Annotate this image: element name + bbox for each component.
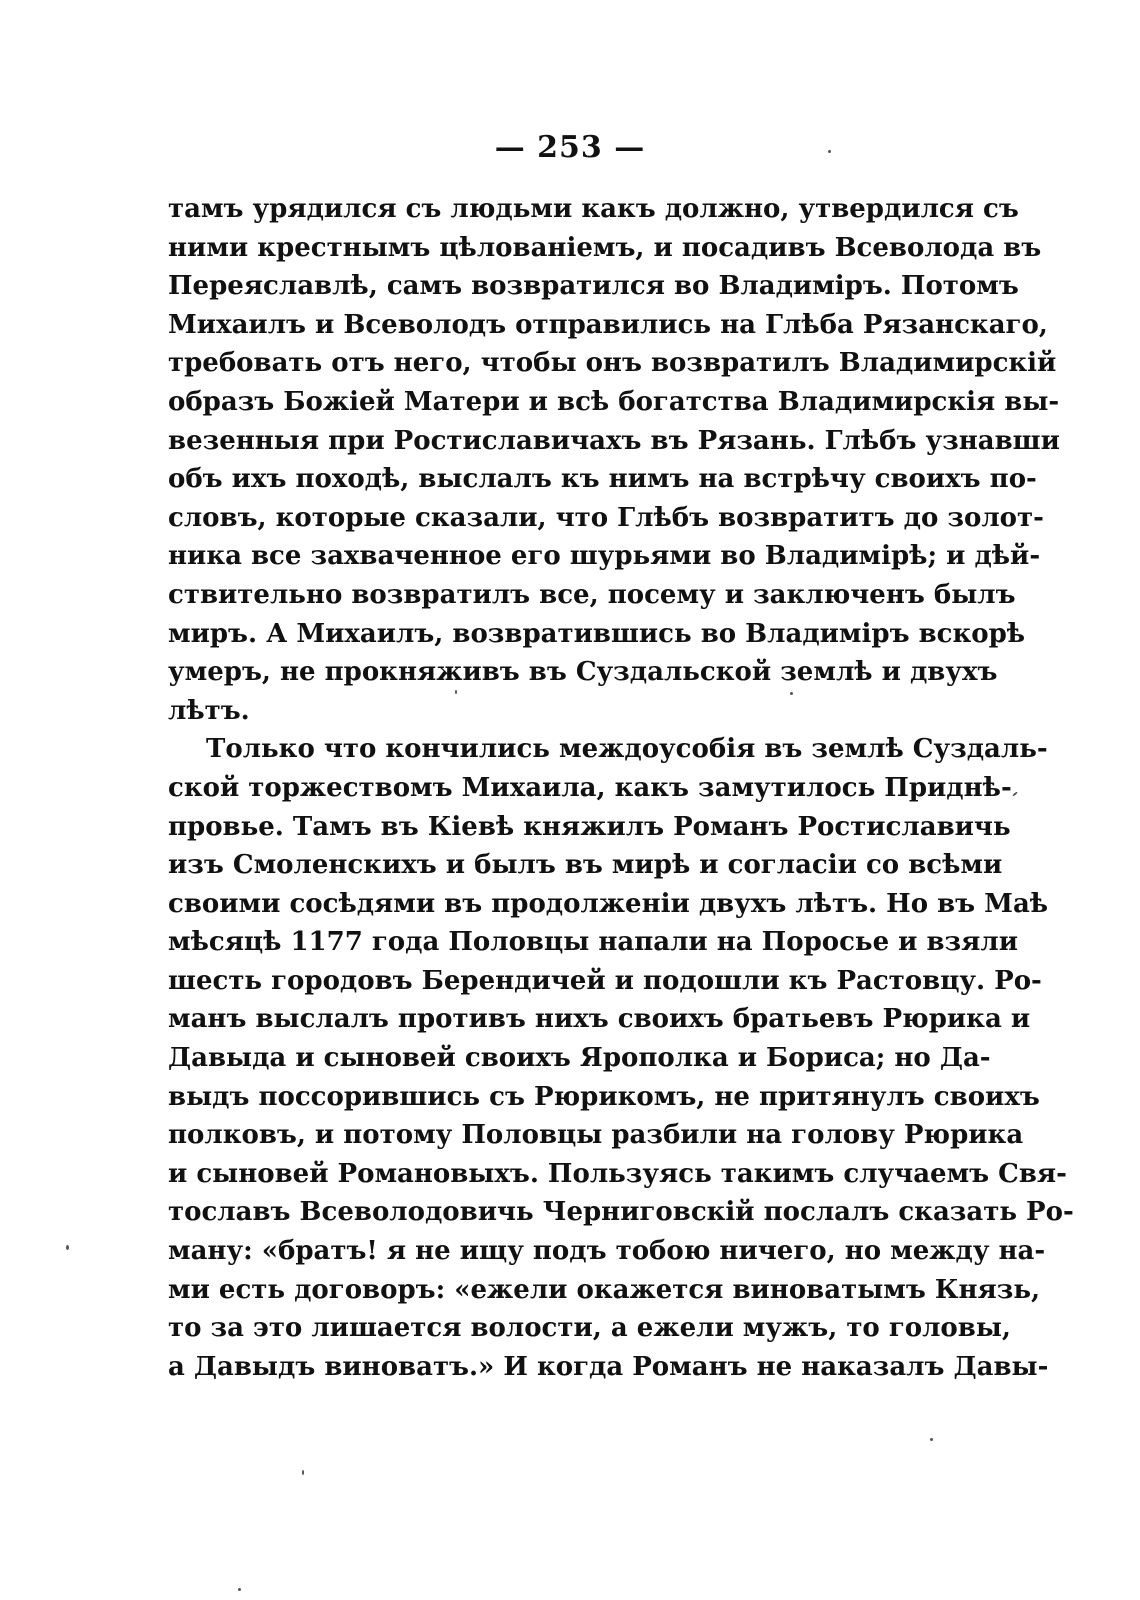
scan-speck bbox=[66, 1245, 69, 1250]
page-number: — 253 — bbox=[494, 130, 646, 165]
text-line: ми есть договоръ: «ежели окажется виноватымъ Князь, bbox=[168, 1274, 1041, 1305]
text-line: Только что кончились междоусобія въ землѣ Суздаль- bbox=[206, 734, 1048, 765]
text-line: словъ, которые сказали, что Глѣбъ возвратитъ до золот- bbox=[168, 502, 1044, 533]
scan-speck bbox=[828, 150, 831, 153]
text-line: выдъ поссорившись съ Рюрикомъ, не притянулъ своихъ bbox=[168, 1081, 1040, 1112]
text-line: мѣсяцѣ 1177 года Половцы напали на Поросье и взяли bbox=[168, 927, 1018, 958]
text-line: манъ выслалъ противъ нихъ своихъ братьевъ Рюрика и bbox=[168, 1004, 1031, 1035]
text-line: Давыда и сыновей своихъ Ярополка и Бориса; но Да- bbox=[168, 1043, 991, 1074]
text-line: и сыновей Романовыхъ. Пользуясь такимъ случаемъ Свя- bbox=[168, 1158, 1067, 1189]
text-line: образъ Божіей Матери и всѣ богатства Владимирскія вы- bbox=[168, 386, 1060, 417]
scan-speck bbox=[790, 692, 793, 695]
text-line: ской торжествомъ Михаила, какъ замутилось Приднѣ- bbox=[168, 772, 1012, 803]
text-line: тославъ Всеволодовичь Черниговскій послалъ сказать Ро- bbox=[168, 1197, 1074, 1228]
scan-speck bbox=[1012, 791, 1018, 796]
text-line: ману: «братъ! я не ищу подъ тобою ничего, но между на- bbox=[168, 1236, 1046, 1267]
text-line: полковъ, и потому Половцы разбили на голову Рюрика bbox=[168, 1120, 1024, 1151]
text-line: ствительно возвратилъ все, посему и заключенъ былъ bbox=[168, 579, 1016, 610]
text-line: везенныя при Ростиславичахъ въ Рязань. Глѣбъ узнавши bbox=[168, 425, 1060, 456]
text-line: тамъ урядился съ людьми какъ должно, утвердился съ bbox=[168, 194, 1019, 224]
text-line: Переяславлѣ, самъ возвратился во Владиміръ. Потомъ bbox=[168, 271, 1019, 302]
text-line: провье. Тамъ въ Кіевѣ княжилъ Романъ Ростиславичь bbox=[168, 811, 1011, 842]
text-line: лѣтъ. bbox=[168, 695, 250, 726]
text-line: изъ Смоленскихъ и былъ въ мирѣ и согласіи со всѣми bbox=[168, 850, 1003, 881]
text-line: а Давыдъ виноватъ.» И когда Романъ не наказалъ Давы- bbox=[168, 1351, 1049, 1382]
text-line: шесть городовъ Берендичей и подошли къ Растовцу. Ро- bbox=[168, 965, 1042, 996]
scan-speck bbox=[930, 1438, 933, 1441]
text-line: своими сосѣдями въ продолженіи двухъ лѣтъ. Но въ Маѣ bbox=[168, 888, 1049, 919]
text-line: требовать отъ него, чтобы онъ возвратилъ Владимирскій bbox=[168, 348, 1057, 379]
text-line: ними крестнымъ цѣлованіемъ, и посадивъ Всеволода въ bbox=[168, 232, 1042, 263]
text-line: объ ихъ походѣ, выслалъ къ нимъ на встрѣчу своихъ по- bbox=[168, 464, 1037, 495]
body-text bbox=[168, 190, 1074, 1386]
text-line: ника все захваченное его шурьями во Владимірѣ; и дѣй- bbox=[168, 541, 1041, 572]
text-line: умеръ, не прокняживъ въ Суздальской землѣ и двухъ bbox=[168, 657, 998, 688]
text-line: миръ. А Михаилъ, возвратившись во Владиміръ вскорѣ bbox=[168, 618, 1026, 649]
text-line: Михаилъ и Всеволодъ отправились на Глѣба Рязанскаго, bbox=[168, 309, 1048, 340]
paragraph-1 bbox=[168, 190, 1060, 730]
scan-speck bbox=[455, 690, 457, 694]
text-line: то за это лишается волости, а ежели мужъ, то головы, bbox=[168, 1313, 1011, 1344]
scan-speck bbox=[302, 1470, 304, 1475]
paragraph-2 bbox=[168, 730, 1074, 1386]
scan-speck bbox=[238, 1588, 241, 1591]
